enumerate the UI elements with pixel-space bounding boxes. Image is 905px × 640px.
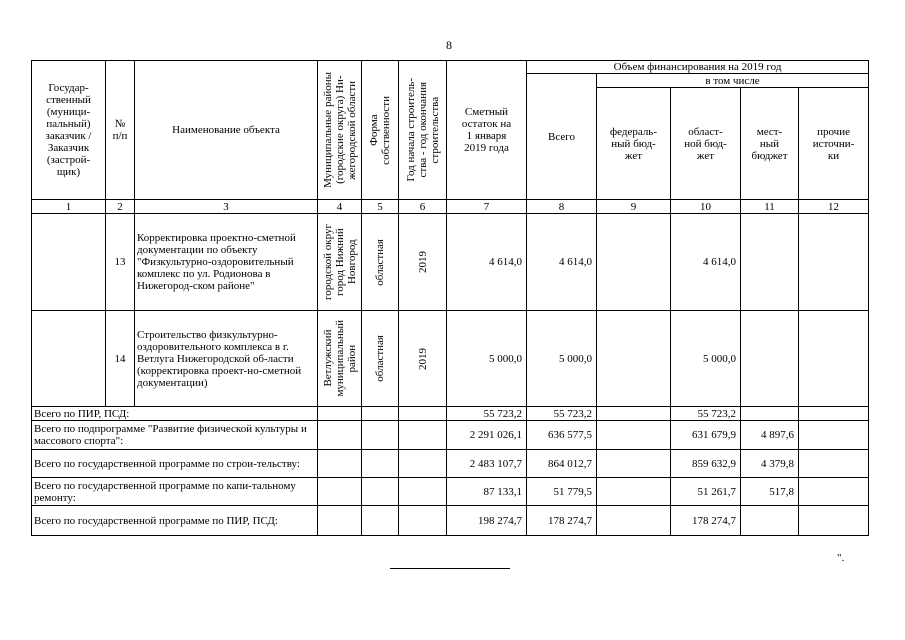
local-cell	[741, 407, 799, 421]
header-local: мест- ный бюджет	[741, 88, 799, 200]
totals-row	[32, 421, 869, 450]
empty-cell	[399, 450, 447, 478]
closing-quote: ".	[837, 552, 845, 564]
other-cell	[799, 506, 869, 536]
regional-cell: 55 723,2	[671, 407, 741, 421]
column-number: 5	[362, 200, 399, 214]
totals-row	[32, 450, 869, 478]
balance-cell: 2 291 026,1	[447, 421, 527, 450]
regional-cell: 5 000,0	[671, 311, 741, 407]
regional-cell: 631 679,9	[671, 421, 741, 450]
page-number: 8	[446, 38, 452, 52]
other-cell	[799, 311, 869, 407]
empty-cell	[362, 478, 399, 506]
header-estimated-balance: Сметный остаток на 1 января 2019 года	[447, 61, 527, 200]
column-number: 11	[741, 200, 799, 214]
federal-cell	[597, 407, 671, 421]
empty-cell	[318, 407, 362, 421]
empty-cell	[362, 506, 399, 536]
end-rule	[390, 568, 510, 569]
header-years: Год начала строитель- ства - год окончания строительства	[399, 61, 447, 200]
header-federal: федераль- ный бюд- жет	[597, 88, 671, 200]
federal-cell	[597, 311, 671, 407]
header-including: в том числе	[597, 74, 869, 88]
empty-cell	[362, 407, 399, 421]
balance-cell: 4 614,0	[447, 214, 527, 311]
header-other: прочие источни- ки	[799, 88, 869, 200]
row-number: 14	[106, 311, 135, 407]
totals-row	[32, 506, 869, 536]
column-number: 1	[32, 200, 106, 214]
table-row	[32, 214, 869, 311]
balance-cell: 87 133,1	[447, 478, 527, 506]
header-districts: Муниципальные районы (городские округа) Ни- жегородской области	[318, 61, 362, 200]
header-ownership: Форма собственности	[362, 61, 399, 200]
object-name: Корректировка проектно-сметной документации по объекту "Физкультурно-оздоровительный комплекс по ул. Родионова в Нижегород-ском районе"	[135, 214, 318, 311]
column-number: 2	[106, 200, 135, 214]
other-cell	[799, 407, 869, 421]
header-object-name: Наименование объекта	[135, 61, 318, 200]
district-cell: Ветлужский муниципальный район	[318, 311, 362, 407]
balance-cell: 55 723,2	[447, 407, 527, 421]
total-cell: 5 000,0	[527, 311, 597, 407]
balance-cell: 5 000,0	[447, 311, 527, 407]
totals-label: Всего по государственной программе по ПИР, ПСД:	[32, 506, 318, 536]
local-cell	[741, 506, 799, 536]
local-cell	[741, 311, 799, 407]
regional-cell: 51 261,7	[671, 478, 741, 506]
table-row	[32, 311, 869, 407]
local-cell	[741, 214, 799, 311]
header-customer: Государ- ственный (муници- пальный) заказчик / Заказчик (застрой- щик)	[32, 61, 106, 200]
empty-cell	[399, 421, 447, 450]
other-cell	[799, 214, 869, 311]
empty-cell	[318, 421, 362, 450]
federal-cell	[597, 421, 671, 450]
federal-cell	[597, 214, 671, 311]
total-cell: 4 614,0	[527, 214, 597, 311]
balance-cell: 198 274,7	[447, 506, 527, 536]
header-total: Всего	[527, 74, 597, 200]
customer-cell	[32, 214, 106, 311]
column-number: 6	[399, 200, 447, 214]
object-name: Строительство физкультурно-оздоровительного комплекса в г. Ветлуга Нижегородской об-ласти (корректировка проект-но-сметной документации)	[135, 311, 318, 407]
local-cell: 4 897,6	[741, 421, 799, 450]
total-cell: 51 779,5	[527, 478, 597, 506]
empty-cell	[399, 506, 447, 536]
totals-label: Всего по подпрограмме "Развитие физической культуры и массового спорта":	[32, 421, 318, 450]
column-number: 3	[135, 200, 318, 214]
total-cell: 178 274,7	[527, 506, 597, 536]
totals-label: Всего по ПИР, ПСД:	[32, 407, 318, 421]
ownership-cell: областная	[362, 214, 399, 311]
empty-cell	[318, 478, 362, 506]
empty-cell	[318, 450, 362, 478]
ownership-cell: областная	[362, 311, 399, 407]
column-number: 12	[799, 200, 869, 214]
totals-label: Всего по государственной программе по капи-тальному ремонту:	[32, 478, 318, 506]
regional-cell: 178 274,7	[671, 506, 741, 536]
column-number: 4	[318, 200, 362, 214]
federal-cell	[597, 506, 671, 536]
column-number: 7	[447, 200, 527, 214]
empty-cell	[399, 478, 447, 506]
column-number: 8	[527, 200, 597, 214]
years-cell: 2019	[399, 311, 447, 407]
other-cell	[799, 421, 869, 450]
header-financing-group: Объем финансирования на 2019 год	[527, 61, 869, 74]
other-cell	[799, 450, 869, 478]
header-num: № п/п	[106, 61, 135, 200]
regional-cell: 859 632,9	[671, 450, 741, 478]
header-regional: област- ной бюд- жет	[671, 88, 741, 200]
federal-cell	[597, 478, 671, 506]
district-cell: городской округ город Нижний Новгород	[318, 214, 362, 311]
local-cell: 517,8	[741, 478, 799, 506]
total-cell: 864 012,7	[527, 450, 597, 478]
total-cell: 55 723,2	[527, 407, 597, 421]
total-cell: 636 577,5	[527, 421, 597, 450]
totals-row	[32, 478, 869, 506]
federal-cell	[597, 450, 671, 478]
years-cell: 2019	[399, 214, 447, 311]
other-cell	[799, 478, 869, 506]
empty-cell	[318, 506, 362, 536]
empty-cell	[362, 421, 399, 450]
regional-cell: 4 614,0	[671, 214, 741, 311]
totals-row	[32, 407, 869, 421]
balance-cell: 2 483 107,7	[447, 450, 527, 478]
column-number: 9	[597, 200, 671, 214]
local-cell: 4 379,8	[741, 450, 799, 478]
row-number: 13	[106, 214, 135, 311]
customer-cell	[32, 311, 106, 407]
financing-table	[31, 60, 869, 536]
empty-cell	[399, 407, 447, 421]
column-number: 10	[671, 200, 741, 214]
totals-label: Всего по государственной программе по строи-тельству:	[32, 450, 318, 478]
empty-cell	[362, 450, 399, 478]
